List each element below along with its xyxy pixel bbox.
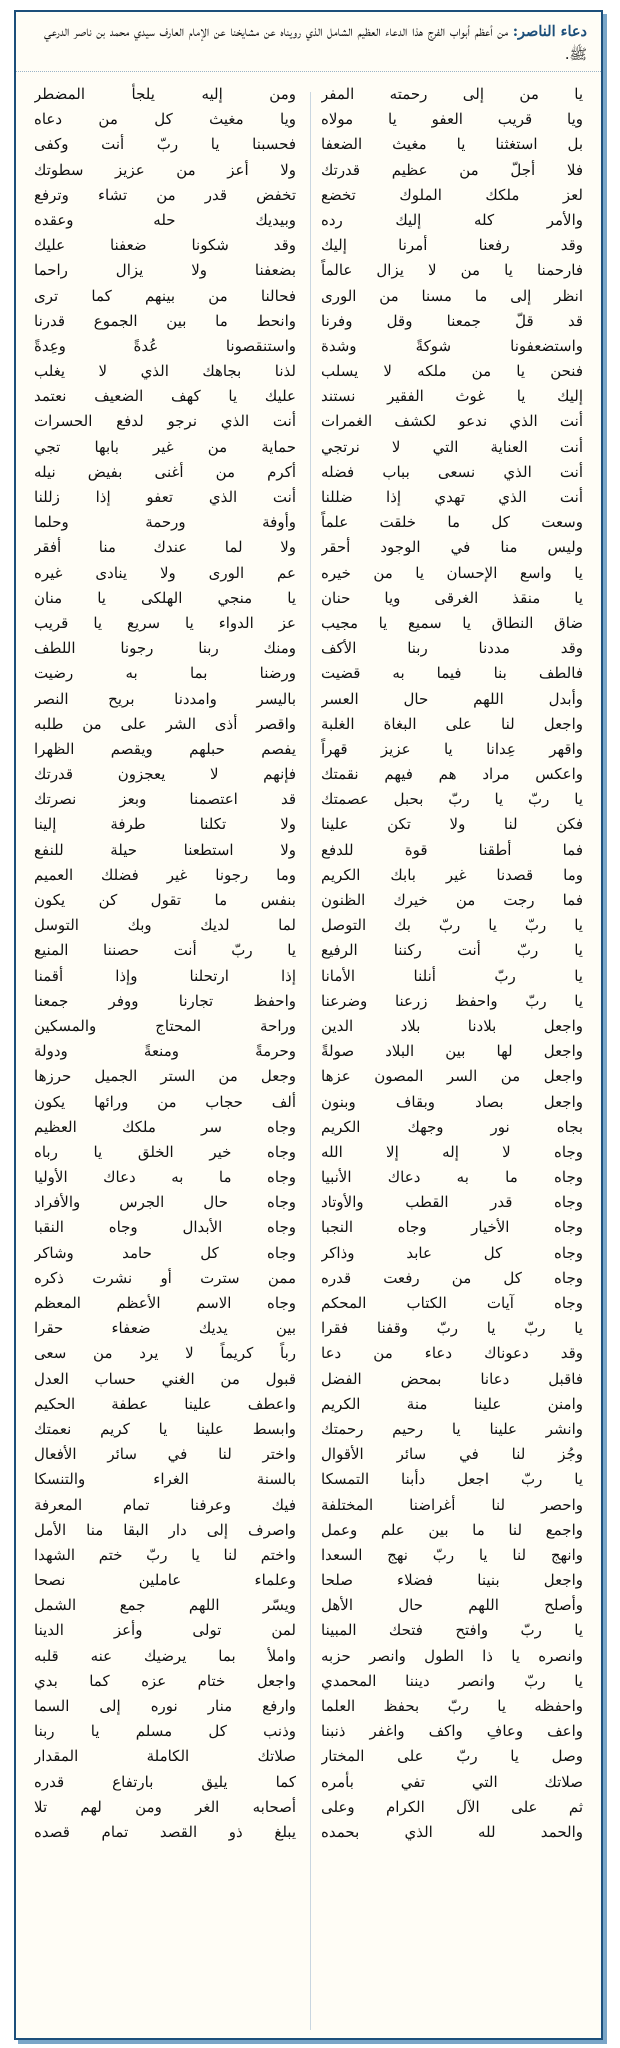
verse-second-hemistich: يا ربّ أنت حصننا المنيع — [34, 941, 296, 960]
verse-second-hemistich: قبول من الغني حساب العدل — [34, 1369, 296, 1388]
verse-first-hemistich: وصل يا ربّ على المختار — [321, 1747, 583, 1766]
verse-first-hemistich: وجاه قدر القطب والأوتاد — [321, 1193, 583, 1212]
verse-second-hemistich: بضعفنا ولا يزال راحما — [34, 261, 296, 280]
verse-second-hemistich: ألف حجاب من ورائها يكون — [34, 1092, 296, 1111]
verse-first-hemistich: يا من إلى رحمته المفر — [321, 85, 583, 103]
verse-first-hemistich: وما قصدنا غير بابك الكريم — [321, 865, 583, 884]
verse-second-hemistich: فيك وعرفنا تمام المعرفة — [34, 1495, 296, 1514]
verse-second-hemistich: ومن إليه يلجأ المضطر — [34, 85, 296, 103]
verse-second-hemistich: واختر لنا في سائر الأفعال — [34, 1445, 296, 1464]
verse-second-hemistich: أصحابه الغر ومن لهم تلا — [34, 1797, 296, 1816]
verse-first-hemistich: واحفظه يا ربّ بحفظ العلما — [321, 1697, 583, 1715]
verse-first-hemistich: وانهج لنا يا ربّ نهج السعدا — [321, 1545, 583, 1564]
verse-first-hemistich: وانشر علينا يا رحيم رحمتك — [321, 1419, 583, 1438]
verse-second-hemistich: واعطف علينا عطفة الحكيم — [34, 1394, 296, 1413]
verse-first-hemistich: وجاه كل من رفعت قدره — [321, 1268, 583, 1287]
verse-second-hemistich: ويا مغيث كل من دعاه — [34, 110, 296, 129]
verse-first-hemistich: وأصلح اللهم حال الأهل — [321, 1596, 583, 1615]
verse-first-hemistich: والحمد لله الذي بحمده — [321, 1822, 583, 1841]
verse-second-hemistich: وجاه الاسم الأعظم المعظم — [34, 1294, 296, 1312]
verse-second-hemistich: أنت الذي تعفو إذا زللنا — [34, 488, 296, 506]
verse-first-hemistich: وامنن علينا منة الكريم — [321, 1394, 583, 1413]
verse-second-hemistich: فحالنا من بينهم كما ترى — [34, 286, 296, 305]
verse-first-hemistich: ثم على الآل الكرام وعلى — [321, 1797, 583, 1816]
verse-first-hemistich: وأبدل اللهم حال العسر — [321, 689, 583, 708]
verse-first-hemistich: أنت الذي نسعى بباب فضله — [321, 462, 583, 481]
verse-second-hemistich: ومنك ربنا رجونا اللطف — [34, 639, 296, 658]
verse-second-hemistich: عم الورى ولا ينادى غيره — [34, 563, 296, 582]
verse-second-hemistich: وجاه حال الجرس والأفراد — [34, 1193, 296, 1212]
verse-first-hemistich: واجعل لها بين البلاد صولةً — [321, 1042, 583, 1061]
verse-second-hemistich: وعلماء عاملين نصحا — [34, 1571, 296, 1590]
verse-first-hemistich: واعف وعافِ واكف واغفر ذنبنا — [321, 1722, 583, 1741]
verse-first-hemistich: واجعل بصاد وبقاف وبنون — [321, 1092, 583, 1111]
verse-first-hemistich: وجاه كل عابد وذاكر — [321, 1243, 583, 1262]
verse-first-hemistich: واجعل من السر المصون عزها — [321, 1067, 583, 1086]
verse-first-hemistich: والأمر كله إليك رده — [321, 210, 583, 229]
verse-second-hemistich: بنفس ما تقول كن يكون — [34, 891, 296, 909]
verse-second-hemistich: وانحط ما بين الجموع قدرنا — [34, 311, 296, 330]
verse-first-hemistich: فلا أجلّ من عظيم قدرتك — [321, 160, 583, 179]
verse-first-hemistich: وجُز لنا في سائر الأقوال — [321, 1445, 583, 1464]
verse-first-hemistich: فما أطقنا قوة للدفع — [321, 840, 583, 859]
verse-first-hemistich: فالطف بنا فيما به قضيت — [321, 664, 583, 683]
poem-frame — [14, 10, 603, 2040]
verse-first-hemistich: بجاه نور وجهك الكريم — [321, 1117, 583, 1136]
verse-first-hemistich: واجعل بلادنا بلاد الدين — [321, 1016, 583, 1035]
verse-first-hemistich: واحصر لنا أغراضنا المختلفة — [321, 1495, 583, 1514]
verse-second-hemistich: واحفظ تجارنا ووفر جمعنا — [34, 991, 296, 1010]
verse-first-hemistich: وليس منا في الوجود أحقر — [321, 538, 583, 557]
verse-second-hemistich: حماية من غير بابها تجي — [34, 437, 296, 456]
verse-second-hemistich: صلاتك الكاملة المقدار — [34, 1747, 296, 1766]
verse-second-hemistich: ممن سترت أو نشرت ذكره — [34, 1268, 296, 1287]
verse-second-hemistich: وذنب كل مسلم يا ربنا — [34, 1722, 296, 1741]
verse-first-hemistich: وقد مددنا ربنا الأكف — [321, 639, 583, 658]
verse-first-hemistich: إليك يا غوث الفقير نستند — [321, 387, 583, 406]
verse-second-hemistich: وما رجونا غير فضلك العميم — [34, 865, 296, 884]
verse-second-hemistich: وراحة المحتاج والمسكين — [34, 1016, 296, 1035]
verse-second-hemistich: وقد شكونا ضعفنا عليك — [34, 236, 296, 255]
verse-second-hemistich: عليك يا كهف الضعيف نعتمد — [34, 387, 296, 406]
verse-first-hemistich: فنحن يا من ملكه لا يسلب — [321, 362, 583, 381]
column-divider — [310, 92, 311, 2030]
verse-second-hemistich: يفصم حبلهم ويقصم الظهرا — [34, 739, 296, 758]
verse-second-hemistich: ولا أعز من عزيز سطوتك — [34, 160, 296, 179]
verse-first-hemistich: ويا قريب العفو يا مولاه — [321, 110, 583, 129]
verse-first-hemistich: انظر إلى ما مسنا من الورى — [321, 286, 583, 305]
verse-first-hemistich: وجاه آيات الكتاب المحكم — [321, 1294, 583, 1312]
verse-first-hemistich: يا ربّ وانصر ديننا المحمدي — [321, 1671, 583, 1690]
verse-first-hemistich: يا منقذ الغرقى ويا حنان — [321, 588, 583, 607]
verse-first-hemistich: وجاه الأخيار وجاه النجبا — [321, 1218, 583, 1237]
poem-columns — [16, 82, 601, 2030]
verse-second-hemistich: بين يديك ضعفاء حقرا — [34, 1319, 296, 1338]
verse-second-hemistich: يا منجي الهلكى يا منان — [34, 588, 296, 607]
verse-first-hemistich: فكن لنا ولا تكن علينا — [321, 815, 583, 834]
verse-second-hemistich: واستنقصونا عُدةً وعِدةً — [34, 336, 296, 355]
verse-first-hemistich: يا ربّ وافتح فتحك المبينا — [321, 1621, 583, 1640]
verse-second-hemistich: واقصر أذى الشر على من طلبه — [34, 714, 296, 733]
verse-second-hemistich: تخفض قدر من تشاء وترفع — [34, 185, 296, 204]
verse-second-hemistich: أنت الذي نرجو لدفع الحسرات — [34, 412, 296, 431]
verse-first-hemistich: واعكس مراد هم فيهم نقمتك — [321, 765, 583, 784]
verse-second-hemistich: لمن تولى وأعز الدينا — [34, 1621, 296, 1640]
verse-second-hemistich: وجاه خير الخلق يا رباه — [34, 1142, 296, 1161]
verse-second-hemistich: كما يليق بارتفاع قدره — [34, 1772, 296, 1791]
verse-second-hemistich: لذنا بجاهك الذي لا يغلب — [34, 362, 296, 381]
verse-first-hemistich: قد قلّ جمعنا وقل وفرنا — [321, 311, 583, 330]
verse-second-hemistich: لما لديك وبك التوسل — [34, 916, 296, 935]
verse-second-hemistich: فإنهم لا يعجزون قدرتك — [34, 765, 296, 784]
verse-second-hemistich: عز الدواء يا سريع يا قريب — [34, 613, 296, 632]
verse-second-hemistich: وبيديك حله وعقده — [34, 210, 296, 229]
verse-first-hemistich: واقهر عِدانا يا عزيز قهراً — [321, 739, 583, 758]
verse-first-hemistich: أنت الذي تهدي إذا ضللنا — [321, 488, 583, 506]
poem-intro: من أعظم أبواب الفرج هذا الدعاء العظيم الشامل الذي رويناه عن مشايخنا عن الإمام العارف سيدي محمد بن ناصر الدرعي ﷺ. — [44, 24, 587, 63]
verse-second-hemistich: وجاه كل حامد وشاكر — [34, 1243, 296, 1262]
verse-first-hemistich: فاقبل دعانا بمحض الفضل — [321, 1369, 583, 1388]
verse-second-hemistich: واصرف إلى دار البقا منا الأمل — [34, 1520, 296, 1539]
verse-second-hemistich: واختم لنا يا ربّ ختم الشهدا — [34, 1545, 296, 1564]
verse-first-hemistich: وسعت كل ما خلقت علماً — [321, 513, 583, 532]
verse-first-hemistich: واجعل لنا على البغاة الغلبة — [321, 714, 583, 733]
verse-first-hemistich: يا ربّ يا ربّ بك التوصل — [321, 916, 583, 935]
verse-first-hemistich: أنت العناية التي لا نرتجي — [321, 437, 583, 456]
verse-first-hemistich: يا ربّ أنت ركننا الرفيع — [321, 941, 583, 960]
verse-second-hemistich: باليسر وامددنا بريح النصر — [34, 689, 296, 708]
verse-second-hemistich: يبلغ ذو القصد تمام قصده — [34, 1822, 296, 1841]
verse-first-hemistich: وقد رفعنا أمرنا إليك — [321, 236, 583, 255]
verse-second-hemistich: رباً كريماً لا يرد من سعى — [34, 1344, 296, 1363]
verse-first-hemistich: واجعل بنينا فضلاء صلحا — [321, 1571, 583, 1590]
verse-first-hemistich: يا ربّ يا ربّ بحبل عصمتك — [321, 790, 583, 809]
poem-header — [16, 12, 601, 72]
verse-second-hemistich: وابسط علينا يا كريم نعمتك — [34, 1419, 296, 1438]
verse-second-hemistich: ويسّر اللهم جمع الشمل — [34, 1596, 296, 1615]
verse-first-hemistich: يا ربّ أنلنا الأمانا — [321, 966, 583, 985]
verse-second-hemistich: ورضنا بما به رضيت — [34, 664, 296, 683]
verse-first-hemistich: وانصره يا ذا الطول وانصر حزبه — [321, 1646, 583, 1665]
verse-second-hemistich: واملأ بما يرضيك عنه قلبه — [34, 1646, 296, 1665]
verse-first-hemistich: يا ربّ اجعل دأبنا التمسكا — [321, 1470, 583, 1489]
verse-first-hemistich: يا ربّ يا ربّ وقفنا فقرا — [321, 1319, 583, 1338]
verse-second-hemistich: ولا تكلنا طرفة إلينا — [34, 815, 296, 834]
verse-second-hemistich: وجعل من الستر الجميل حرزها — [34, 1067, 296, 1086]
verse-second-hemistich: واجعل ختام عزه كما بدي — [34, 1671, 296, 1690]
left-column — [34, 82, 296, 1845]
verse-second-hemistich: وارفع منار نوره إلى السما — [34, 1697, 296, 1715]
verse-second-hemistich: وجاه الأبدال وجاه النقبا — [34, 1218, 296, 1237]
right-column — [321, 82, 583, 1845]
verse-second-hemistich: وحرمةً ومنعةً ودولة — [34, 1042, 296, 1061]
verse-first-hemistich: يا واسع الإحسان يا من خيره — [321, 563, 583, 582]
verse-second-hemistich: وجاه سر ملكك العظيم — [34, 1117, 296, 1136]
verse-first-hemistich: لعز ملكك الملوك تخضع — [321, 185, 583, 204]
verse-first-hemistich: بل استغثنا يا مغيث الضعفا — [321, 135, 583, 154]
verse-second-hemistich: أكرم من أغنى بفيض نيله — [34, 462, 296, 481]
verse-second-hemistich: ولا استطعنا حيلة للنفع — [34, 840, 296, 859]
poem-title: دعاء الناصر: — [512, 23, 587, 40]
verse-first-hemistich: وجاه ما به دعاك الأنبيا — [321, 1168, 583, 1187]
verse-second-hemistich: وجاه ما به دعاك الأوليا — [34, 1168, 296, 1187]
verse-first-hemistich: صلاتك التي تفي بأمره — [321, 1772, 583, 1791]
verse-second-hemistich: بالسنة الغراء والتنسكا — [34, 1470, 296, 1489]
verse-second-hemistich: إذا ارتحلنا وإذا أقمنا — [34, 966, 296, 985]
verse-first-hemistich: يا ربّ واحفظ زرعنا وضرعنا — [321, 991, 583, 1010]
verse-second-hemistich: وأوفة ورحمة وحلما — [34, 513, 296, 532]
verse-second-hemistich: فحسبنا يا ربّ أنت وكفى — [34, 135, 296, 154]
verse-first-hemistich: فارحمنا يا من لا يزال عالماً — [321, 261, 583, 280]
verse-first-hemistich: أنت الذي ندعو لكشف الغمرات — [321, 412, 583, 431]
verse-first-hemistich: واستضعفونا شوكةً وشدة — [321, 336, 583, 355]
verse-first-hemistich: وقد دعوناك دعاء من دعا — [321, 1344, 583, 1363]
verse-first-hemistich: واجمع لنا ما بين علم وعمل — [321, 1520, 583, 1539]
verse-first-hemistich: فما رجت من خيرك الظنون — [321, 891, 583, 909]
verse-first-hemistich: ضاق النطاق يا سميع يا مجيب — [321, 613, 583, 632]
verse-first-hemistich: وجاه لا إله إلا الله — [321, 1142, 583, 1161]
verse-second-hemistich: قد اعتصمنا وبعز نصرتك — [34, 790, 296, 809]
verse-second-hemistich: ولا لما عندك منا أفقر — [34, 538, 296, 557]
